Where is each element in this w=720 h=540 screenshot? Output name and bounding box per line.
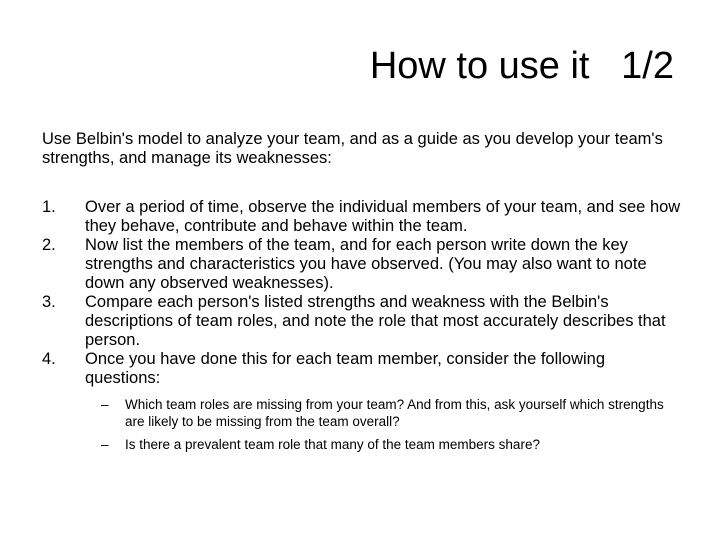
list-number: 4. (42, 350, 56, 368)
list-item (42, 236, 682, 293)
questions-wrapper (42, 397, 682, 454)
intro-paragraph: Use Belbin's model to analyze your team, and as a guide as you develop your team's strengths, and manage its weaknesses: (42, 130, 663, 167)
dash-marker: – (101, 397, 109, 412)
sub-list-item (101, 437, 682, 454)
steps-list (42, 198, 682, 461)
list-number: 3. (42, 293, 56, 311)
sub-list-item-text: Which team roles are missing from your team? And from this, ask yourself which strengths are likely to be missing from the team overall? (125, 397, 664, 429)
sub-list-item-text: Is there a prevalent team role that many of the team members share? (125, 437, 540, 452)
list-item-text: Once you have done this for each team member, consider the following questions: (85, 350, 606, 387)
questions-list (42, 397, 682, 454)
list-item-text: Now list the members of the team, and for each person write down the key strengths and characteristics you have observed. (You may also want to note down any observed weaknesses). (85, 236, 647, 292)
slide-title: How to use it 1/2 (369, 45, 674, 87)
list-number: 1. (42, 198, 56, 216)
list-number: 2. (42, 236, 56, 254)
list-item (42, 350, 682, 388)
list-item-text: Over a period of time, observe the individual members of your team, and see how they behave, contribute and behave within the team. (85, 198, 681, 235)
sub-list-item (101, 397, 682, 430)
dash-marker: – (101, 437, 109, 452)
list-item-text: Compare each person's listed strengths and weakness with the Belbin's descriptions of team roles, and note the role that most accurately describes that person. (85, 293, 666, 349)
list-item (42, 198, 682, 236)
list-item (42, 293, 682, 350)
